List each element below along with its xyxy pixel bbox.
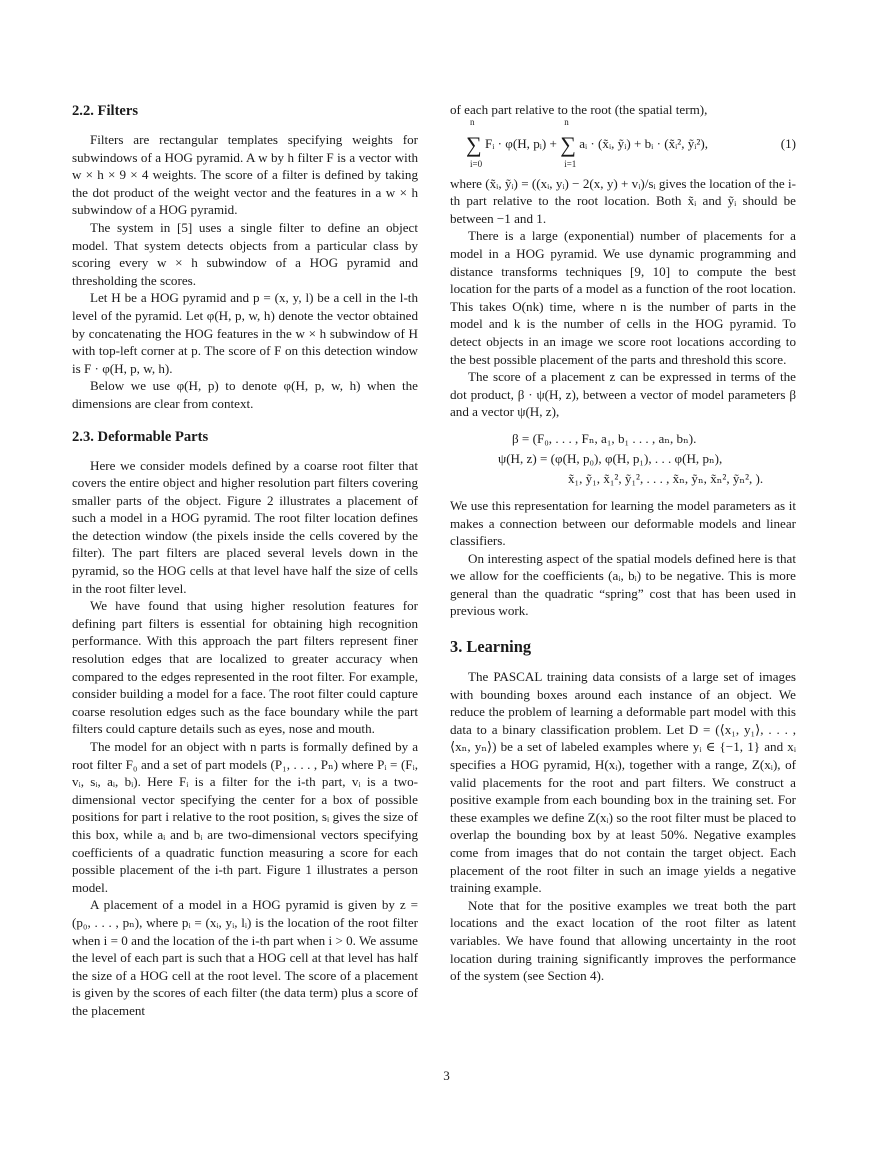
paragraph: On interesting aspect of the spatial models defined here is that we allow for the coefficients (aᵢ, bᵢ) to be negative. This is more general than the quadratic “spring” cost that has been used in previous work. bbox=[450, 550, 796, 619]
section-heading-deformable-parts: 2.3. Deformable Parts bbox=[72, 428, 209, 445]
equation-psi-line1: ψ(H, z) = (φ(H, p₀), φ(H, p₁), . . . φ(H, pₙ), bbox=[498, 450, 723, 466]
equation-term: Fᵢ · φ(H, pᵢ) + bbox=[484, 135, 557, 151]
paragraph: The score of a placement z can be expressed in terms of the dot product, β · ψ(H, z), between a vector of model parameters β and a vector ψ(H, z), bbox=[450, 369, 796, 420]
page-number: 3 bbox=[443, 1068, 450, 1083]
equation-1 bbox=[450, 116, 796, 171]
paragraph: We use this representation for learning the model parameters as it makes a connection between our deformable models and linear classifiers. bbox=[450, 497, 796, 549]
paragraph: A placement of a model in a HOG pyramid is given by z = (p₀, . . . , pₙ), where pᵢ = (xᵢ, yᵢ, lᵢ) is the location of the root filter when i = 0 and the location of the i-th part when i > 0. We assume the level of each part is such that a HOG cell at that level has half the size of a HOG cell at the root level. The score of a placement is given by the scores of each filter (the data term) plus a score of the placement bbox=[72, 897, 418, 1018]
equation-beta-psi bbox=[450, 429, 796, 489]
left-column bbox=[72, 101, 418, 1020]
paragraph: The model for an object with n parts is formally defined by a root filter F₀ and a set of part models (P₁, . . . , Pₙ) where Pᵢ = (Fᵢ, vᵢ, sᵢ, aᵢ, bᵢ). Here Fᵢ is a filter for the i-th part, vᵢ is a two-dimensional vector specifying the center for a box of possible positions for part i relative to the root position, sᵢ gives the size of this box, while aᵢ and bᵢ are two-dimensional vectors specifying coefficients of a quadratic function measuring a score for each possible placement of the i-th part. Figure 1 illustrates a person model. bbox=[72, 739, 418, 895]
right-column bbox=[450, 101, 796, 985]
paragraph: Note that for the positive examples we treat both the part locations and the exact location of the root filter as latent variables. We have found that allowing uncertainty in the root location during training significantly improves the performance of the system (see Section 4). bbox=[450, 897, 796, 984]
paragraph: where (x̃ᵢ, ỹᵢ) = ((xᵢ, yᵢ) − 2(x, y) + vᵢ)/sᵢ gives the location of the i-th part relative to the root location. Both x̃ᵢ and ỹᵢ should be between −1 and 1. bbox=[450, 175, 796, 226]
paragraph: Let H be a HOG pyramid and p = (x, y, l) be a cell in the l-th level of the pyramid. Let φ(H, p, w, h) denote the vector obtained by concatenating the HOG features in the w × h subwindow of H with top-left corner at p. The score of F on this detection window is F · φ(H, p, w, h). bbox=[72, 290, 418, 376]
section-heading-filters: 2.2. Filters bbox=[72, 103, 139, 119]
paragraph: Here we consider models defined by a coarse root filter that covers the entire object and higher resolution part filters covering smaller parts of the object. Figure 2 illustrates a placement of such a model in a HOG pyramid. The root filter location defines the detection window (the pixels inside the cells covered by the filter). The part filters are placed several levels down in the pyramid, so the HOG cells at that level have half the size of cells in the root filter level. bbox=[72, 457, 418, 596]
equation-term: aᵢ · (x̃ᵢ, ỹᵢ) + bᵢ · (x̃ᵢ², ỹᵢ²), bbox=[579, 135, 708, 151]
paragraph-continuation: of each part relative to the root (the spatial term), bbox=[450, 102, 708, 117]
paragraph: The PASCAL training data consists of a large set of images with bounding boxes around each instance of an object. We reduce the problem of learning a deformable part model with this data to a binary classification problem. Let D = (⟨x₁, y₁⟩, . . . , ⟨xₙ, yₙ⟩) be a set of labeled examples where yᵢ ∈ {−1, 1} and xᵢ specifies a HOG pyramid, H(xᵢ), together with a range, Z(xᵢ), of valid placements for the root and part filters. We construct a positive example from each bounding box in the training set. For these examples we define Z(xᵢ) so the root filter must be placed to overlap the bounding box by at least 50%. Negative examples come from images that do not contain the target object. Each placement of the root filter in such an image yields a negative training example. bbox=[450, 669, 796, 896]
equation-psi-line2: x̃₁, ỹ₁, x̃₁², ỹ₁², . . . , x̃ₙ, ỹₙ, x̃ₙ², ỹₙ², ). bbox=[568, 470, 764, 486]
paragraph: Below we use φ(H, p) to denote φ(H, p, w, h) when the dimensions are clear from context. bbox=[72, 378, 418, 411]
paragraph: Filters are rectangular templates specifying weights for subwindows of a HOG pyramid. A w by h filter F is a vector with w × h × 9 × 4 weights. The score of a filter is defined by taking the dot product of the weight vector and the features in a w × h subwindow of a HOG pyramid. bbox=[72, 132, 418, 218]
equation-number: (1) bbox=[780, 135, 796, 151]
section-heading-learning: 3. Learning bbox=[450, 637, 532, 657]
sum-symbol: ∑ n i=0 bbox=[466, 116, 483, 169]
sum-symbol: ∑ n i=1 bbox=[560, 116, 577, 169]
paragraph: The system in [5] uses a single filter to define an object model. That system detects objects from a particular class by scoring every w × h subwindow of a HOG pyramid and thresholding the scores. bbox=[72, 219, 418, 288]
equation-beta: β = (F₀, . . . , Fₙ, a₁, b₁ . . . , aₙ, bₙ). bbox=[512, 430, 697, 446]
paragraph: We have found that using higher resolution features for defining part filters is essential for obtaining high recognition performance. With this approach the part filters represent finer resolution edges that are localized to greater accuracy when compared to the edges represented in the root filter. For example, consider building a model for a face. The root filter could capture coarse resolution edges such as the face boundary while the part filters could capture details such as eyes, nose and mouth. bbox=[72, 598, 418, 737]
paragraph: There is a large (exponential) number of placements for a model in a HOG pyramid. We use dynamic programming and distance transforms techniques [9, 10] to compute the best location for the parts of a model as a function of the root location. This takes O(nk) time, where n is the number of parts in the model and k is the number of cells in the HOG pyramid. To detect objects in an image we score root locations according to the best possible placement of the parts and threshold this score. bbox=[450, 228, 796, 367]
